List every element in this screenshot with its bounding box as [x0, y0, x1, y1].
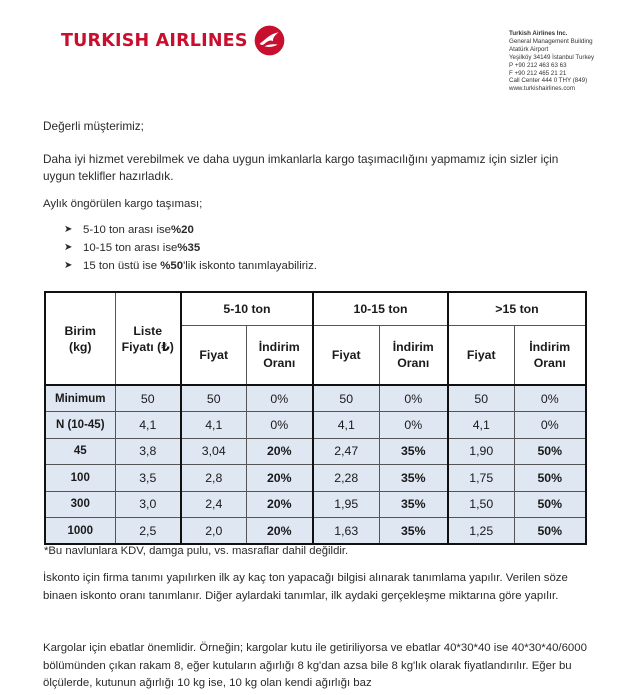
cell-discount: 35% — [379, 438, 448, 465]
cell-discount: 20% — [246, 465, 313, 492]
cell-discount: 0% — [379, 385, 448, 412]
cell-discount: 0% — [514, 385, 586, 412]
cell-birim: 300 — [45, 491, 115, 518]
cell-discount: 35% — [379, 491, 448, 518]
header-indirim-orani: İndirim Oranı — [514, 325, 586, 385]
cell-price: 3,04 — [181, 438, 246, 465]
header-fiyat: Fiyat — [448, 325, 514, 385]
cell-price: 50 — [181, 385, 246, 412]
discount-bullet-list — [64, 221, 317, 275]
cell-price: 2,28 — [313, 465, 379, 492]
cell-discount: 20% — [246, 491, 313, 518]
table-row — [45, 438, 586, 465]
address-company: Turkish Airlines Inc. — [509, 30, 568, 37]
list-item — [64, 257, 317, 275]
cell-liste: 3,5 — [115, 465, 181, 492]
bullet-text: 'lik iskonto tanımlayabiliriz. — [183, 260, 317, 272]
cell-discount: 20% — [246, 438, 313, 465]
table-row — [45, 518, 586, 545]
header-group-15-plus: >15 ton — [448, 292, 586, 325]
table-row — [45, 412, 586, 439]
cell-price: 4,1 — [181, 412, 246, 439]
table-row — [45, 491, 586, 518]
cell-price: 1,90 — [448, 438, 514, 465]
address-phone: P +90 212 463 63 63 — [509, 61, 567, 69]
table-row — [45, 465, 586, 492]
arrow-bullet-icon: ➤ — [64, 242, 73, 253]
header-indirim-orani: İndirim Oranı — [379, 325, 448, 385]
cell-price: 1,75 — [448, 465, 514, 492]
cell-birim: 100 — [45, 465, 115, 492]
cell-birim: 1000 — [45, 518, 115, 545]
arrow-bullet-icon: ➤ — [64, 224, 73, 235]
company-address — [509, 30, 594, 93]
address-call-center: Call Center 444 0 THY (849) — [509, 77, 588, 85]
cell-liste: 3,0 — [115, 491, 181, 518]
cell-discount: 0% — [514, 412, 586, 439]
header-indirim-orani: İndirim Oranı — [246, 325, 313, 385]
cell-discount: 0% — [246, 412, 313, 439]
cell-liste: 3,8 — [115, 438, 181, 465]
brand-name: TURKISH AIRLINES — [61, 30, 248, 51]
paragraph-discount-definition: İskonto için firma tanımı yapılırken ilk ay kaç ton yapacağı bilgisi alınarak tanımlama yapılır. Verilen söze binaen iskonto oranı tanımlanır. Diğer aylardaki tanımlar, ilk aydaki gerçekleşme miktarına göre yapılır. — [43, 572, 568, 602]
turkish-airlines-bird-logo-icon — [253, 24, 286, 57]
cell-price: 2,8 — [181, 465, 246, 492]
cell-liste: 50 — [115, 385, 181, 412]
brand-logo — [61, 24, 286, 57]
address-line: Atatürk Airport — [509, 45, 549, 53]
address-line: General Management Building — [509, 37, 593, 45]
cell-discount: 50% — [514, 438, 586, 465]
cell-liste: 4,1 — [115, 412, 181, 439]
cell-price: 1,25 — [448, 518, 514, 545]
table-row — [45, 385, 586, 412]
cell-birim: N (10-45) — [45, 412, 115, 439]
cell-price: 2,0 — [181, 518, 246, 545]
cell-discount: 50% — [514, 518, 586, 545]
header-birim: Birim (kg) — [45, 292, 115, 385]
cell-discount: 50% — [514, 465, 586, 492]
cell-discount: 35% — [379, 465, 448, 492]
cell-discount: 35% — [379, 518, 448, 545]
bullet-text: 10-15 ton arası ise — [83, 242, 178, 254]
cell-discount: 50% — [514, 491, 586, 518]
header-group-5-10: 5-10 ton — [181, 292, 313, 325]
arrow-bullet-icon: ➤ — [64, 260, 73, 271]
greeting: Değerli müşterimiz; — [43, 119, 144, 133]
cell-birim: 45 — [45, 438, 115, 465]
list-item — [64, 221, 317, 239]
bullet-rate: %35 — [177, 242, 201, 254]
cell-price: 1,50 — [448, 491, 514, 518]
cell-discount: 20% — [246, 518, 313, 545]
cell-discount: 0% — [379, 412, 448, 439]
cell-price: 4,1 — [313, 412, 379, 439]
cell-price: 4,1 — [448, 412, 514, 439]
list-item — [64, 239, 317, 257]
address-website: www.turkishairlines.com — [509, 85, 576, 93]
cell-discount: 0% — [246, 385, 313, 412]
header-liste-fiyati: Liste Fiyatı (₺) — [115, 292, 181, 385]
cell-price: 1,63 — [313, 518, 379, 545]
bullet-text: 5-10 ton arası ise — [83, 224, 172, 236]
cargo-rate-table — [44, 291, 587, 545]
cell-price: 1,95 — [313, 491, 379, 518]
address-line: Yeşilköy 34149 İstanbul Turkey — [509, 53, 595, 61]
cell-price: 2,4 — [181, 491, 246, 518]
footnote: *Bu navlunlara KDV, damga pulu, vs. masraflar dahil değildir. — [44, 545, 349, 557]
paragraph-dimensions: Kargolar için ebatlar önemlidir. Örneğin; kargolar kutu ile getiriliyorsa ve ebatlar 40*30*40 ise 40*30*40/6000 bölümünden çıkan rakam 8, eğer kutuların ağırlığı 8 kg'dan azsa bile 8 kg'lık olarak fiyatlandırılır. Eğer bu ölçülerde, kutunun ağırlığı 10 kg ise, 10 kg olan kendi ağırlığı baz — [43, 642, 587, 690]
cell-price: 50 — [448, 385, 514, 412]
bullet-rate: %50 — [160, 260, 184, 272]
cell-price: 50 — [313, 385, 379, 412]
address-fax: F +90 212 465 21 21 — [509, 69, 567, 77]
monthly-heading: Aylık öngörülen kargo taşıması; — [43, 198, 203, 210]
header-fiyat: Fiyat — [313, 325, 379, 385]
cell-liste: 2,5 — [115, 518, 181, 545]
intro-paragraph: Daha iyi hizmet verebilmek ve daha uygun imkanlarla kargo taşımacılığını yapmamız için sizler için uygun teklifler hazırladık. — [43, 152, 559, 183]
header-group-10-15: 10-15 ton — [313, 292, 448, 325]
cell-price: 2,47 — [313, 438, 379, 465]
header-fiyat: Fiyat — [181, 325, 246, 385]
bullet-rate: %20 — [171, 224, 194, 236]
cell-birim: Minimum — [45, 385, 115, 412]
bullet-text: 15 ton üstü ise — [83, 260, 158, 272]
